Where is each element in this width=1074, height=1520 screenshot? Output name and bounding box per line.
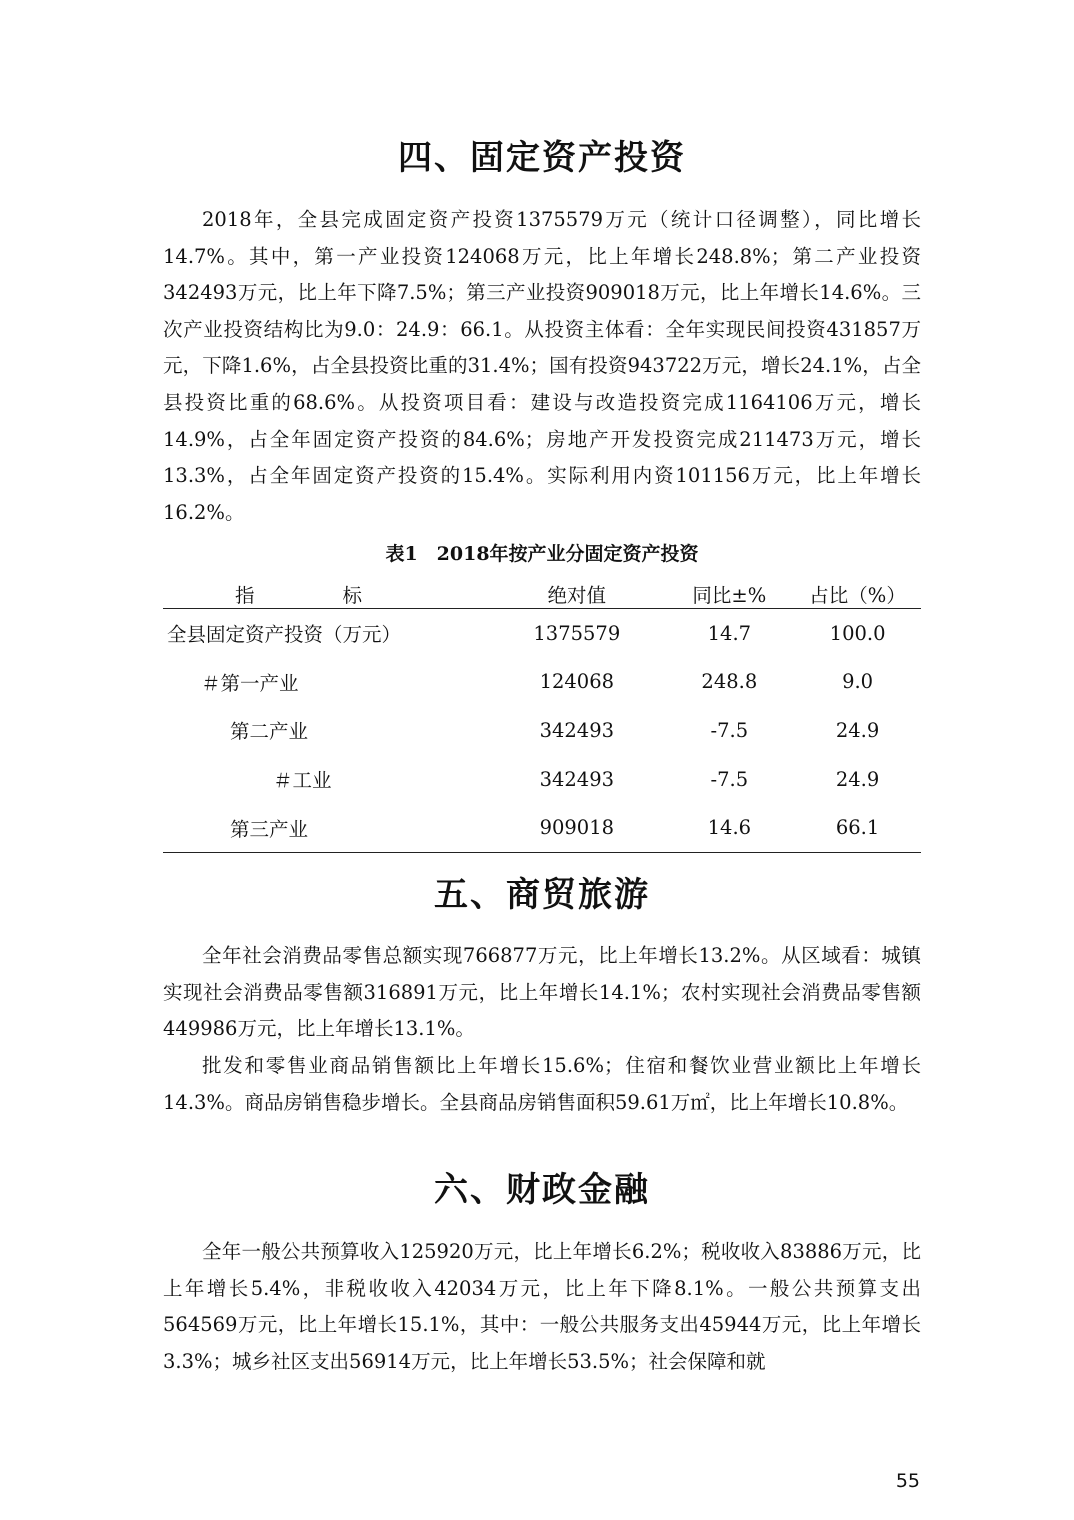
row-yoy: -7.5 <box>710 718 749 742</box>
row-yoy: 14.6 <box>665 803 795 852</box>
row-yoy: 248.8 <box>701 670 758 694</box>
section-title-finance: 六、财政金融 <box>434 1170 650 1210</box>
row-label: 全县固定资产投资（万元） <box>167 623 402 647</box>
row-share: 9.0 <box>842 670 874 694</box>
header-indicator <box>163 580 489 609</box>
commerce-paragraph-2: 批发和零售业商品销售额比上年增长15.6%；住宿和餐饮业营业额比上年增长14.3%。商品房销售稳步增长。全县商品房销售面积59.61万㎡，比上年增长10.8%。 <box>163 1054 921 1114</box>
section-title-fixed-asset-investment: 四、固定资产投资 <box>398 138 686 178</box>
row-label: 第二产业 <box>230 720 309 744</box>
table-row <box>163 609 921 658</box>
row-label: 第三产业 <box>163 803 489 852</box>
header-indicator-left: 指 <box>235 584 255 607</box>
row-share: 66.1 <box>794 803 921 852</box>
header-absolute: 绝对值 <box>489 580 664 609</box>
table-row <box>163 706 921 755</box>
row-absolute: 124068 <box>539 670 615 694</box>
table-caption: 表1 2018年按产业分固定资产投资 <box>385 543 699 565</box>
row-absolute: 342493 <box>539 718 615 742</box>
header-share: 占比（%） <box>794 580 921 609</box>
page-number: 55 <box>895 1470 920 1492</box>
row-absolute: 342493 <box>539 767 615 791</box>
investment-by-industry-table <box>163 580 921 853</box>
row-share: 24.9 <box>835 718 880 742</box>
finance-paragraph: 全年一般公共预算收入125920万元，比上年增长6.2%；税收收入83886万元，比上年增长5.4%，非税收收入42034万元，比上年下降8.1%。一般公共预算支出564569万元，比上年增长15.1%，其中：一般公共服务支出45944万元，比上年增长3.3%；城乡社区支出56914万元，比上年增长53.5%；社会保障和就 <box>163 1240 921 1373</box>
header-indicator-right: 标 <box>342 584 363 607</box>
table-header-row <box>163 580 921 609</box>
commerce-paragraph-1: 全年社会消费品零售总额实现766877万元，比上年增长13.2%。从区域看：城镇实现社会消费品零售额316891万元，比上年增长14.1%；农村实现社会消费品零售额449986万元，比上年增长13.1%。 <box>163 944 921 1041</box>
fixed-asset-paragraph: 2018年，全县完成固定资产投资1375579万元（统计口径调整），同比增长14.7%。其中，第一产业投资124068万元，比上年增长248.8%；第二产业投资342493万元，比上年下降7.5%；第三产业投资909018万元，比上年增长14.6%。三次产业投资结构比为9.0：24.9：66.1。从投资主体看：全年实现民间投资431857万元，下降1.6%，占全县投资比重的31.4%；国有投资943722万元，增长24.1%，占全县投资比重的68.6%。从投资项目看：建设与改造投资完成1164106万元，增长14.9%，占全年固定资产投资的84.6%；房地产开发投资完成211473万元，增长13.3%，占全年固定资产投资的15.4%。实际利用内资101156万元，比上年增长16.2%。 <box>163 208 921 524</box>
row-absolute: 909018 <box>489 803 664 852</box>
row-yoy: 14.7 <box>707 621 752 645</box>
row-label: ＃工业 <box>273 769 332 793</box>
header-yoy: 同比±% <box>665 580 795 609</box>
row-share: 24.9 <box>835 767 880 791</box>
table-row <box>163 803 921 852</box>
section-title-commerce-tourism: 五、商贸旅游 <box>434 875 650 915</box>
table-row <box>163 658 921 707</box>
row-label: ＃第一产业 <box>201 671 299 695</box>
table-row <box>163 755 921 804</box>
row-share: 100.0 <box>829 621 886 645</box>
row-yoy: -7.5 <box>710 767 749 791</box>
row-absolute: 1375579 <box>533 621 621 645</box>
